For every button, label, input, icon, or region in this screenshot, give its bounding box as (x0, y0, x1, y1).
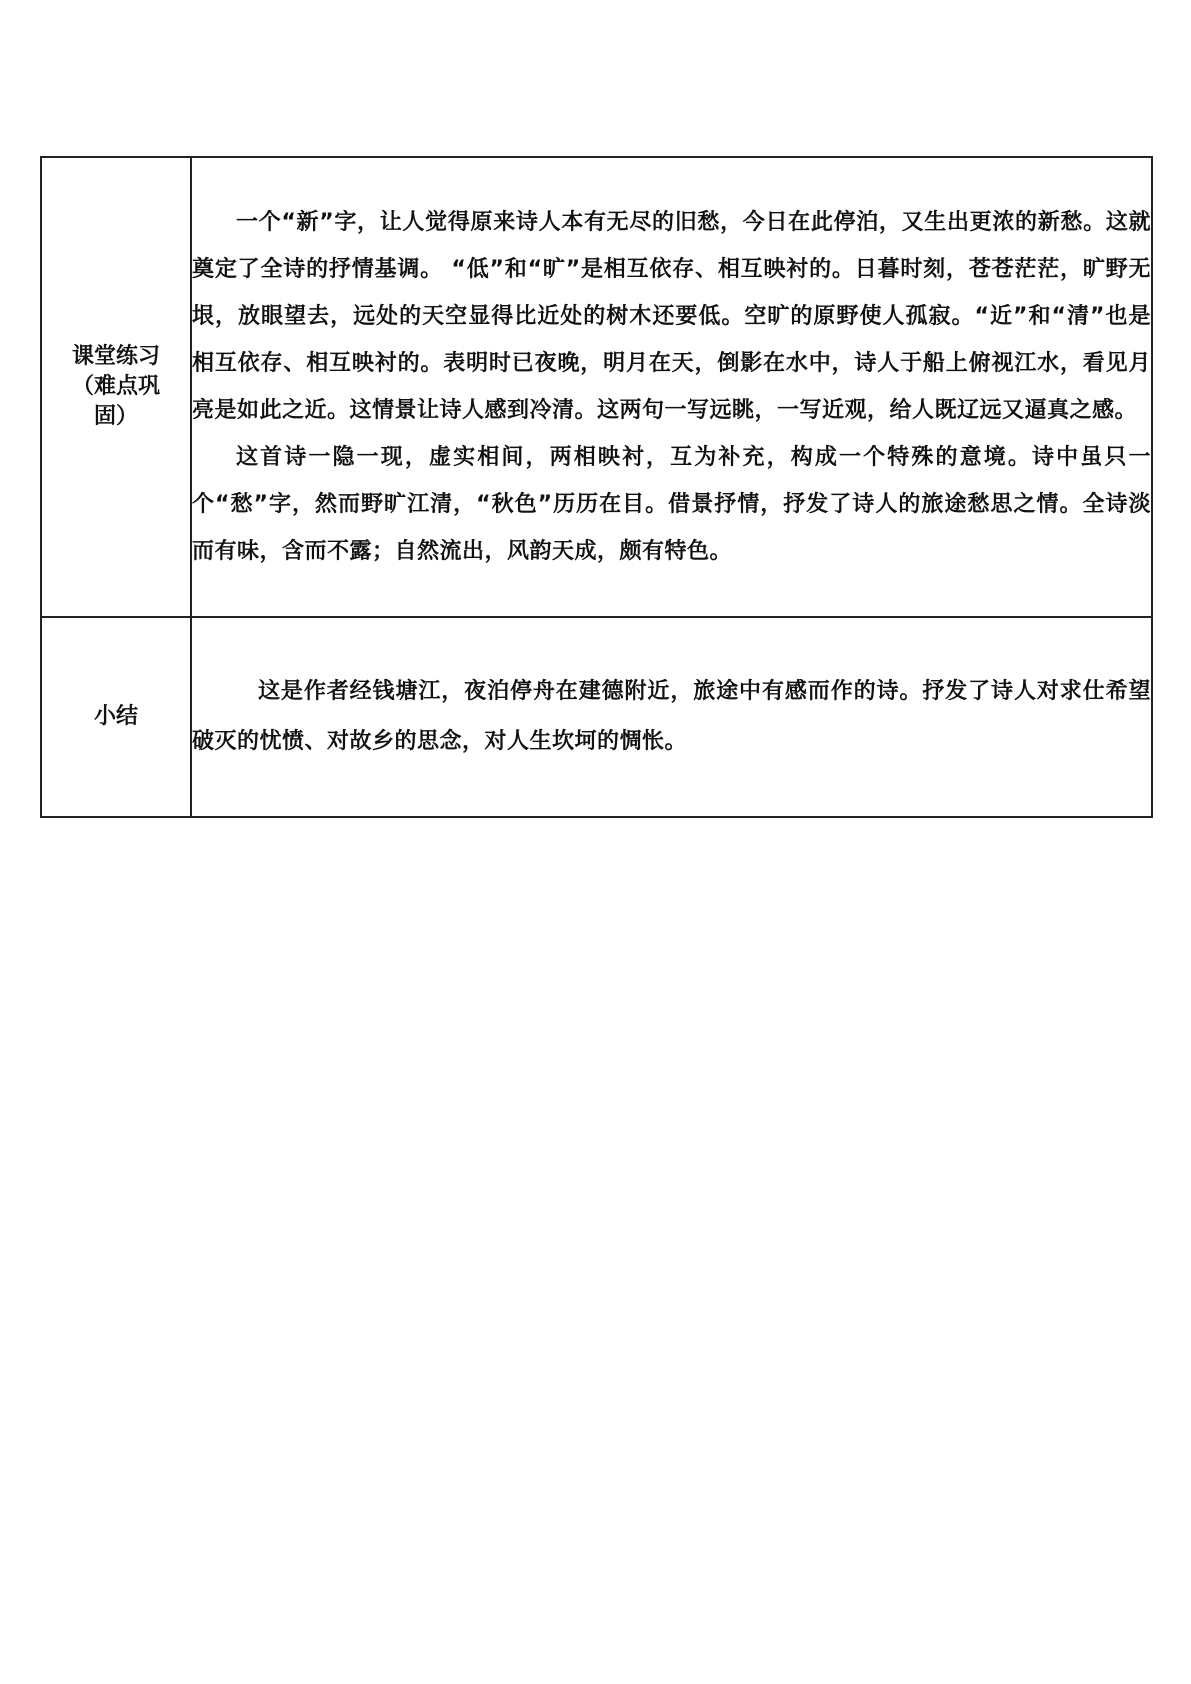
practice-paragraph-1: 一个“新”字，让人觉得原来诗人本有无尽的旧愁，今日在此停泊，又生出更浓的新愁。这就奠定了全诗的抒情基调。 “低”和“旷”是相互依存、相互映衬的。日暮时刻，苍苍茫茫，旷野无垠，放眼望去，远处的天空显得比近处的树木还要低。空旷的原野使人孤寂。“近”和“清”也是相互依存、相互映衬的。表明时已夜晚，明月在天，倒影在水中，诗人于船上俯视江水，看见月亮是如此之近。这情景让诗人感到冷清。这两句一写远眺，一写近观，给人既辽远又逼真之感。 (192, 210, 1151, 423)
practice-label-line-1: 课堂练习 (71, 344, 160, 369)
summary-label-cell (41, 617, 191, 817)
practice-label-line-3: 固） (93, 404, 138, 429)
lesson-table (40, 156, 1153, 818)
practice-content-cell (191, 157, 1152, 617)
summary-content-cell (191, 617, 1152, 817)
practice-paragraph-2: 这首诗一隐一现，虚实相间，两相映衬，互为补充，构成一个特殊的意境。诗中虽只一个“愁”字，然而野旷江清，“秋色”历历在目。借景抒情，抒发了诗人的旅途愁思之情。全诗淡而有味，含而不露；自然流出，风韵天成，颇有特色。 (192, 445, 1151, 564)
table-row-summary (41, 617, 1152, 817)
summary-paragraph: 这是作者经钱塘江，夜泊停舟在建德附近，旅途中有感而作的诗。抒发了诗人对求仕希望破灭的忧愤、对故乡的思念，对人生坎坷的惆怅。 (192, 679, 1151, 754)
practice-label-cell (41, 157, 191, 617)
table-row-practice (41, 157, 1152, 617)
summary-label: 小结 (93, 704, 138, 729)
practice-label-line-2: （难点巩 (71, 374, 160, 399)
